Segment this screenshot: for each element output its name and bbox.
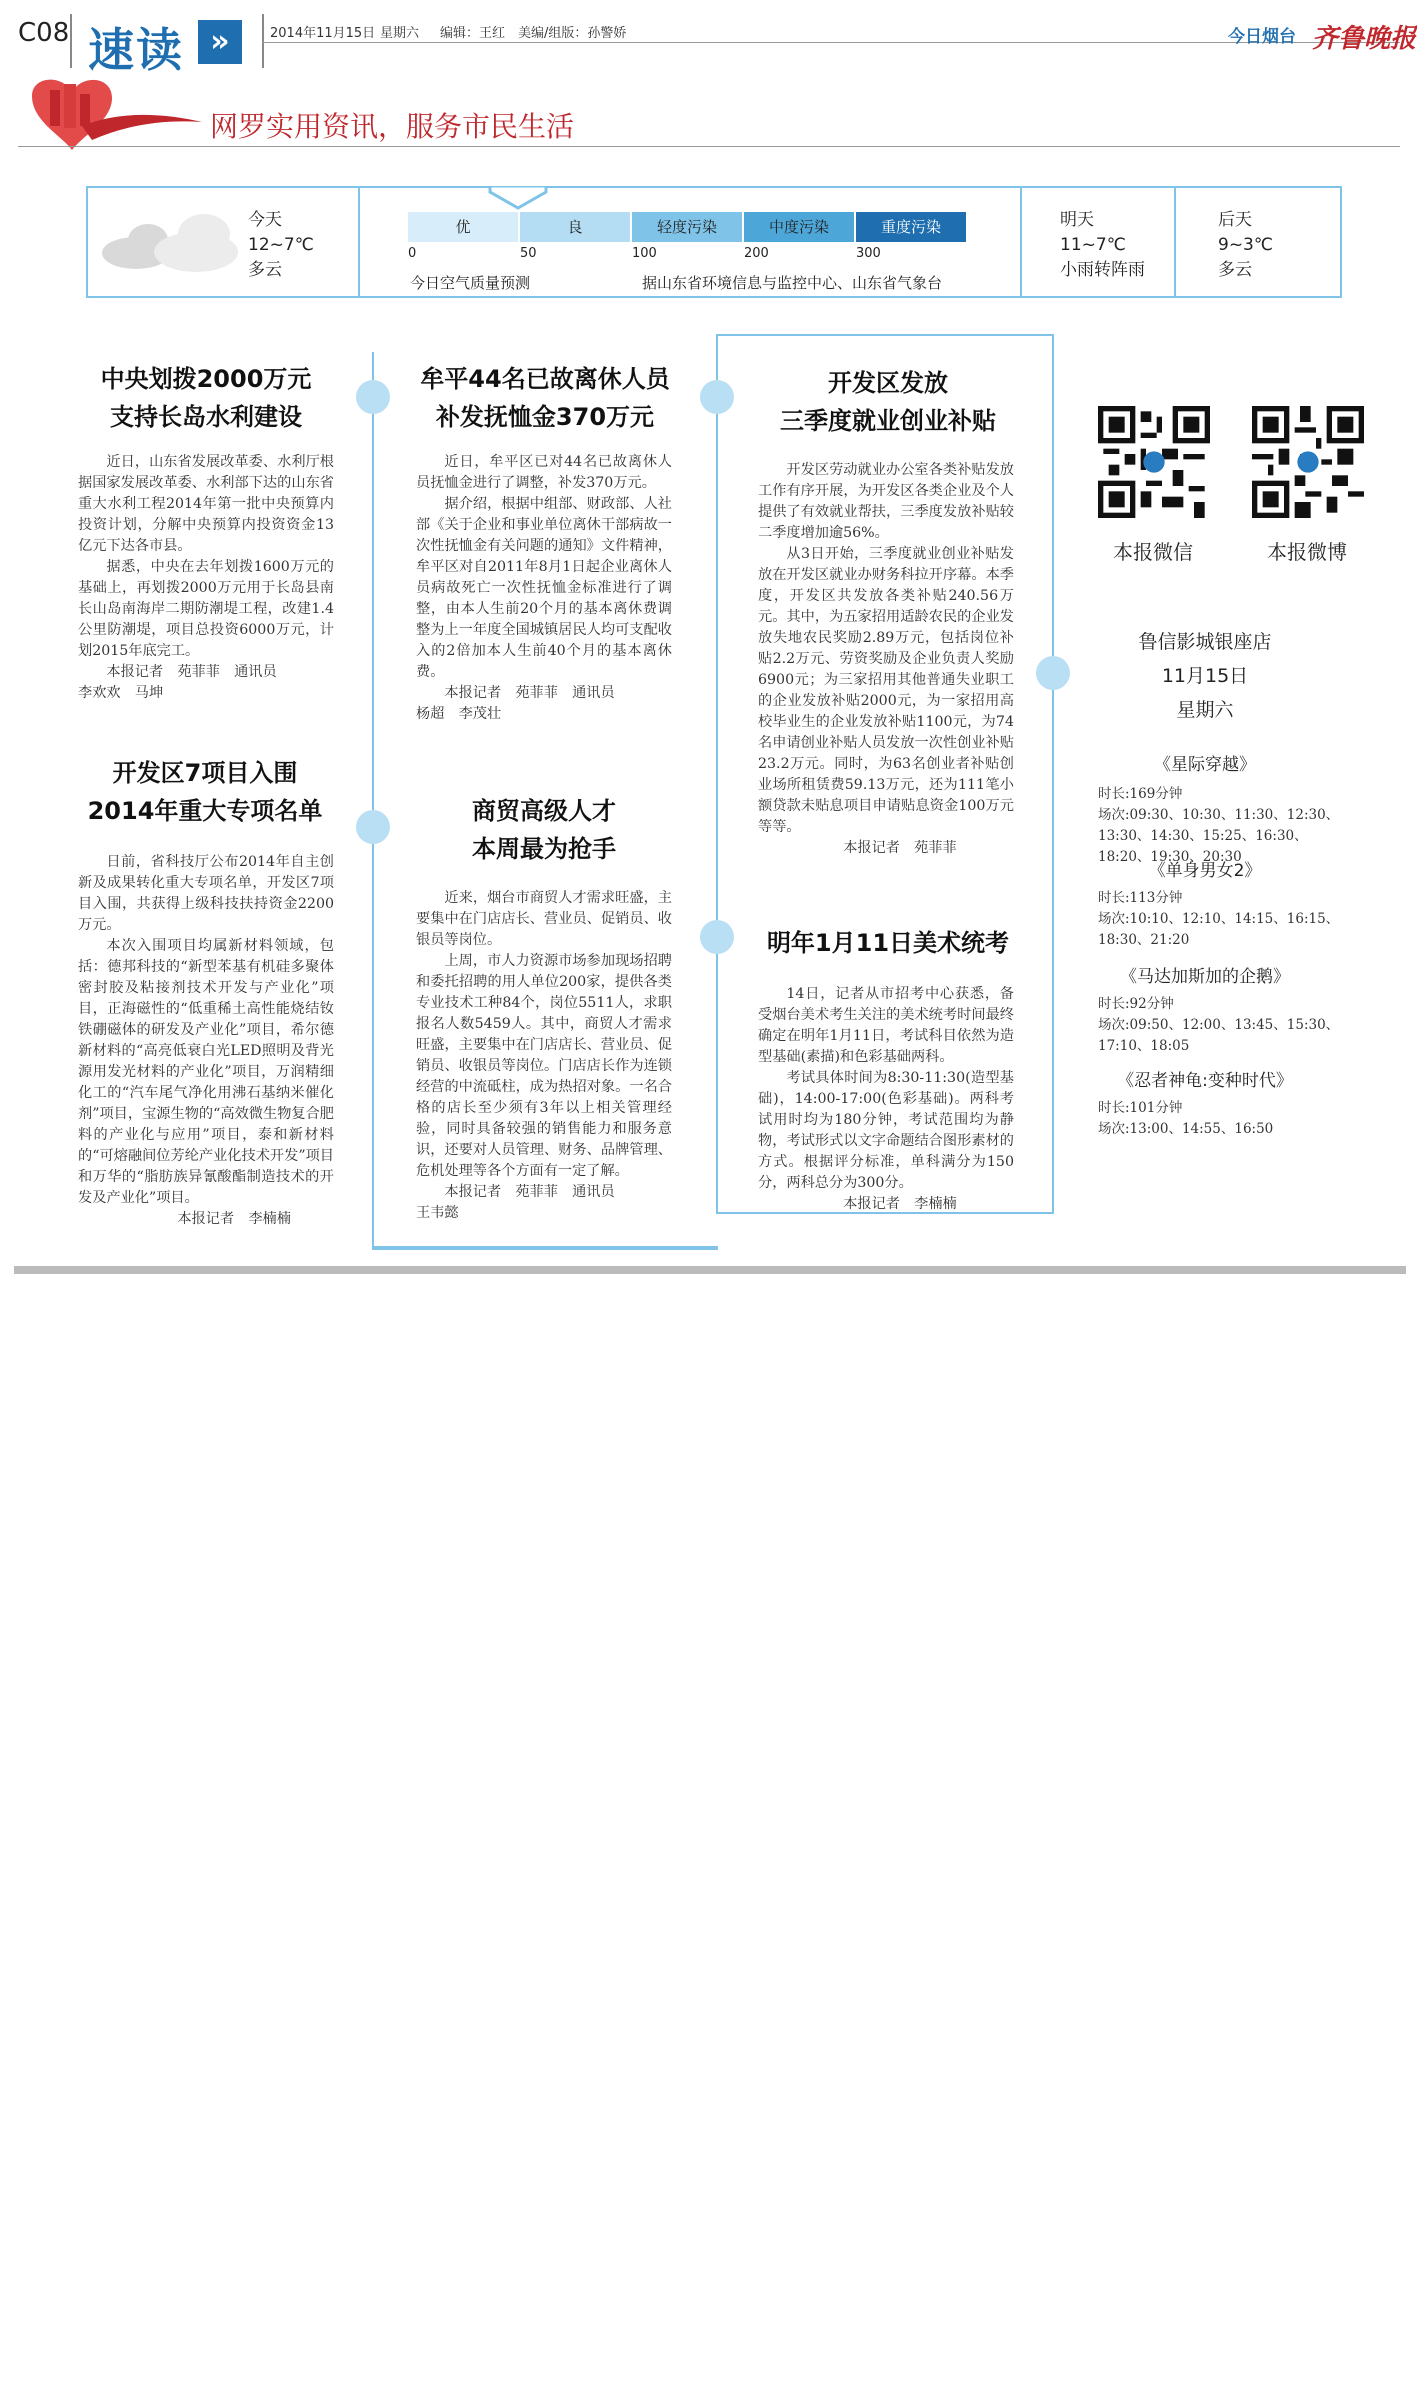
page-code: C08 [18,18,70,48]
aqi-tick: 300 [856,246,881,261]
aqi-forecast-label: 今日空气质量预测 [410,274,531,292]
weibo-qr-code[interactable] [1252,406,1364,518]
article-2-title [70,754,340,830]
aqi-tick: 100 [632,246,657,261]
today-cond: 多云 [248,260,282,280]
film-title: 《忍者神龟:变种时代》 [1117,1071,1293,1091]
aqi-level-3: 轻度污染 [632,212,742,242]
dayafter-label: 后天 [1218,210,1252,230]
wechat-qr-code[interactable] [1098,406,1210,518]
aqi-level-1: 优 [408,212,518,242]
article-3-title-line2: 补发抚恤金370万元 [435,403,655,431]
aqi-level-5: 重度污染 [856,212,966,242]
issue-weekday: 星期六 [380,26,420,41]
weibo-label: 本报微博 [1267,540,1347,564]
region-label: 今日烟台 [1228,27,1296,47]
article-1-body [78,452,334,704]
designer: 美编/组版：孙警娇 [518,26,627,41]
article-5-title [746,364,1030,440]
weather-divider [1020,186,1022,298]
film-duration: 时长:101分钟 [1098,1100,1183,1116]
article-4-para: 近来，烟台市商贸人才需求旺盛，主要集中在门店店长、营业员、促销员、收银员等岗位。 [416,890,672,948]
aqi-level-4: 中度污染 [744,212,854,242]
header-divider [262,14,264,68]
newspaper-logo: 齐鲁晚报 [1312,24,1417,54]
today-label: 今天 [248,210,282,230]
film-duration: 时长:92分钟 [1098,996,1174,1012]
cinema-weekday: 星期六 [1176,699,1234,721]
header-bottom-rule [18,146,1400,147]
article-5-title-line1: 开发区发放 [828,369,948,397]
article-6-body [758,984,1014,1215]
article-3-para: 据介绍，根据中组部、财政部、人社部《关于企业和事业单位离休干部病故一次性抚恤金有关问题的通知》文件精神，牟平区对自2011年8月1日起企业离休人员病故死亡一次性抚恤金标准进行了调整，由本人生前20个月的基本离休费调整为上一年度全国城镇居民人均可支配收入的2倍加本人生前40个月的基本离休费。 [416,496,672,680]
article-4-byline2: 王韦懿 [416,1205,459,1221]
film-times: 场次:13:00、14:55、16:50 [1098,1121,1274,1137]
tomorrow-cond: 小雨转阵雨 [1060,260,1145,280]
film-times: 场次:09:30、10:30、11:30、12:30、13:30、14:30、15:25、16:30、18:20、19:30、20:30 [1098,807,1340,865]
tomorrow-temp: 11~7℃ [1060,235,1126,255]
cinema-name: 鲁信影城银座店 [1138,631,1272,653]
article-4-title-line1: 商贸高级人才 [472,797,616,825]
column-dot [356,810,390,844]
article-2-para: 日前，省科技厅公布2014年自主创新及成果转化重大专项名单，开发区7项目入围，共获得上级科技扶持资金2200万元。 [78,854,334,933]
article-5-byline: 本报记者 苑菲菲 [843,840,957,856]
article-1-title-line1: 中央划拨2000万元 [100,365,312,393]
page-bottom-rule [14,1266,1406,1274]
editor: 编辑：王红 [440,26,506,41]
article-4-para: 上周，市人力资源市场参加现场招聘和委托招聘的用人单位200家，提供各类专业技术工种84个，岗位5511人，求职报名人数5459人。其中，商贸人才需求旺盛，主要集中在门店店长、营业员、促销员、收银员等岗位。门店店长作为连锁经营的中流砥柱，成为热招对象。一名合格的店长至少须有3年以上相关管理经验，同时具备较强的销售能力和服务意识，还要对人员管理、财务、品牌管理、危机处理等各个方面有一定了解。 [416,953,672,1179]
article-1-byline: 本报记者 苑菲菲 通讯员 [106,664,277,680]
film-duration: 时长:169分钟 [1098,786,1183,802]
article-3-byline: 本报记者 苑菲菲 通讯员 [444,685,615,701]
issue-date: 2014年11月15日 [270,26,376,41]
article-2-para: 本次入围项目均属新材料领域，包括：德邦科技的“新型苯基有机硅多聚体密封胶及粘接剂技术开发与产业化”项目，正海磁性的“低重稀土高性能烧结钕铁硼磁体的研发及产业化”项目，希尔德新材料的“高亮低衰白光LED照明及背光源用发光材料的产业化”项目，万润精细化工的“汽车尾气净化用沸石基纳米催化剂”项目，宝源生物的“高效微生物复合肥料的产业化与应用”项目，泰和新材料的“可熔融间位芳纶产业化技术开发”项目和万华的“脂肪族异氰酸酯制造技术的开发及产业化”项目。 [78,938,334,1206]
article-5-para: 开发区劳动就业办公室各类补贴发放工作有序开展，为开发区各类企业及个人提供了有效就业帮扶，三季度发放补贴较二季度增加逾56%。 [758,462,1014,541]
article-4-byline: 本报记者 苑菲菲 通讯员 [444,1184,615,1200]
section-arrow-icon: » [198,20,242,64]
header-divider [70,14,72,68]
slogan: 网罗实用资讯，服务市民生活 [210,110,575,143]
aqi-tick: 50 [520,246,537,261]
film-schedule [1098,1098,1360,1140]
aqi-tick: 200 [744,246,769,261]
article-4-title-line2: 本周最为抢手 [472,835,616,863]
article-2-byline: 本报记者 李楠楠 [177,1211,291,1227]
article-1-title [76,360,336,436]
article-2-title-line2: 2014年重大专项名单 [87,797,323,825]
column-dot [700,380,734,414]
dayafter-cond: 多云 [1218,260,1252,280]
film-times: 场次:10:10、12:10、14:15、16:15、18:30、21:20 [1098,911,1340,948]
article-1-byline2: 李欢欢 马坤 [78,685,164,701]
article-4-body [416,888,672,1224]
weather-divider [1174,186,1176,298]
film-title: 《马达加斯加的企鹅》 [1120,967,1290,987]
column-dot [700,920,734,954]
cloud-icon [96,208,246,278]
article-5-body [758,460,1014,859]
today-temp: 12~7℃ [248,235,314,255]
article-6-byline: 本报记者 李楠楠 [843,1196,957,1212]
article-1-para: 据悉，中央在去年划拨1600万元的基础上，再划拨2000万元用于长岛县南长山岛南海岸二期防潮堤工程，改建1.4公里防潮堤，项目总投资6000万元，计划2015年底完工。 [78,559,334,659]
film-title: 《单身男女2》 [1148,861,1262,881]
article-1-para: 近日，山东省发展改革委、水利厅根据国家发展改革委、水利部下达的山东省重大水利工程2014年第一批中央预算内投资计划，分解中央预算内投资资金13亿元下达各市县。 [78,454,334,554]
article-3-body [416,452,672,725]
article-5-para: 从3日开始，三季度就业创业补贴发放在开发区就业办财务科拉开序幕。本季度，开发区共发放各类补贴240.56万元。其中，为五家招用适龄农民的企业发放失地农民奖励2.89万元，包括岗位补贴2.2万元、劳资奖励及企业负责人奖励6900元；为三家招用其他普通失业职工的企业发放补贴2000元，为一家招用高校毕业生的企业发放补贴1100元，为74名申请创业补贴人员发放一次性创业补贴23.2万元。同时，为63名创业者补贴创业场所租赁费59.13万元，还为111笔小额贷款未贴息项目申请贴息资金100万元等等。 [758,546,1014,835]
column-frame-bottom [372,1246,718,1248]
article-1-title-line2: 支持长岛水利建设 [110,403,302,431]
dayafter-temp: 9~3℃ [1218,235,1273,255]
film-schedule [1098,994,1360,1057]
article-4-title [416,792,672,868]
article-6-para: 14日，记者从市招考中心获悉，备受烟台美术考生关注的美术统考时间最终确定在明年1月11日，考试科目依然为造型基础(素描)和色彩基础两科。 [758,986,1014,1065]
article-3-title-line1: 牟平44名已故离休人员 [420,365,670,393]
aqi-tick: 0 [408,246,417,261]
aqi-pointer-icon [488,186,548,210]
column-frame [1052,334,1054,1184]
cinema-date: 11月15日 [1161,665,1249,687]
article-3-byline2: 杨超 李茂壮 [416,706,502,722]
article-5-title-line2: 三季度就业创业补贴 [780,407,996,435]
weather-divider [358,186,360,298]
heart-building-logo-icon [22,66,212,156]
article-3-title [400,360,690,436]
article-3-para: 近日，牟平区已对44名已故离休人员抚恤金进行了调整，补发370万元。 [416,454,672,491]
film-schedule [1098,888,1360,951]
article-2-body [78,852,334,1230]
article-2-title-line1: 开发区7项目入围 [112,759,298,787]
film-duration: 时长:113分钟 [1098,890,1183,906]
aqi-level-2: 良 [520,212,630,242]
film-title: 《星际穿越》 [1154,755,1256,775]
wechat-label: 本报微信 [1113,540,1193,564]
section-title: 速读 [88,23,184,77]
film-times: 场次:09:50、12:00、13:45、15:30、17:10、18:05 [1098,1017,1340,1054]
article-6-para: 考试具体时间为8:30-11:30(造型基础)，14:00-17:00(色彩基础)。两科考试用时均为180分钟，考试范围均为静物，考试形式以文字命题结合图形素材的方式。根据评分标准，单科满分为150分，两科总分为300分。 [758,1070,1014,1191]
aqi-source: 据山东省环境信息与监控中心、山东省气象台 [642,274,943,292]
article-6-title: 明年1月11日美术统考 [766,929,1010,957]
column-dot [356,380,390,414]
tomorrow-label: 明天 [1060,210,1094,230]
